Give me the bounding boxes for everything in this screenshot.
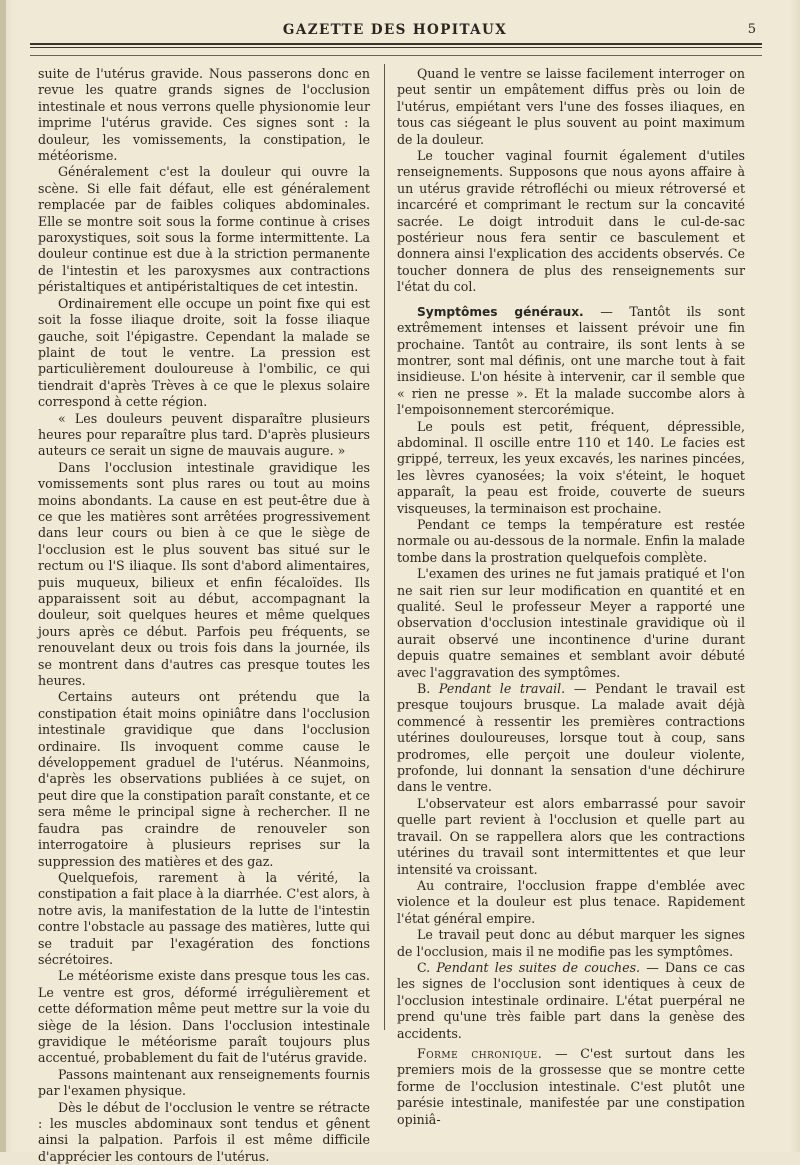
paragraph: Dès le début de l'occlusion le ventre se rétracte : les muscles abdominaux sont tendus et gênent ainsi la palpation. Parfois il est même difficile d'apprécier les contours de l'utérus. — [38, 1099, 370, 1164]
header-rule-thin — [30, 47, 762, 48]
section-heading: Pendant le travail. — [438, 681, 566, 697]
paragraph: Dans l'occlusion intestinale gravidique les vomissements sont plus rares ou tout au moins moins abondants. La cause en est peut-être due à ce que les matières sont arrêtées progressivement dans leur cours ou bien à ce que le siège de l'occlusion est le plus souvent bas situé sur le rectum ou l'S iliaque. Ils sont d'abord alimentaires, puis muqueux, bilieux et enfin fécaloïdes. Ils apparaissent soit au début, accompagnant la douleur, soit quelques heures et même quelques jours après ce début. Parfois peu fréquents, se renouvelant deux ou trois fois dans la journée, ils se montrent dans d'autres cas presque toutes les heures. — [38, 459, 370, 689]
section-heading: Forme chronique. — [417, 1045, 543, 1061]
left-text-column — [38, 66, 370, 1165]
section-heading: Symptômes généraux. — [417, 304, 584, 319]
paragraph: Le travail peut donc au début marquer les signes de l'occlusion, mais il ne modifie pas les symptômes. — [397, 927, 745, 959]
paragraph: Au contraire, l'occlusion frappe d'emblée avec violence et la douleur est plus tenace. Rapidement l'état général empire. — [397, 877, 745, 926]
paragraph: Le météorisme existe dans presque tous les cas. Le ventre est gros, déformé irrégulièrement et cette déformation même peut mettre sur la voie du siège de la lésion. Dans l'occlusion intestinale gravidique le météorisme paraît toujours plus accentué, probablement du fait de l'utérus gravide. — [38, 968, 370, 1066]
paragraph: « Les douleurs peuvent disparaître plusieurs heures pour reparaître plus tard. D'après plusieurs auteurs ce serait un signe de mauvais augure. » — [38, 410, 370, 459]
paragraph-text: — C'est surtout dans les premiers mois de la grossesse que se montre cette forme de l'occlusion intestinale. C'est plutôt une parésie intestinale, manifestée par une constipation opiniâ- — [397, 1045, 745, 1127]
section-postpartum — [397, 960, 745, 1042]
right-text-column — [397, 66, 745, 1128]
page-number: 5 — [747, 22, 756, 37]
paragraph: Le pouls est petit, fréquent, dépressible, abdominal. Il oscille entre 110 et 140. Le facies est grippé, terreux, les yeux excavés, les narines pincées, les lèvres cyanosées; la voix s'éteint, le hoquet apparaît, la peau est froide, couverte de sueurs visqueuses, la terminaison est prochaine. — [397, 418, 745, 516]
section-heading: Pendant les suites de couches. — [436, 959, 641, 975]
page-spine-edge — [0, 0, 6, 1152]
page-header — [30, 18, 760, 38]
header-rule-lower — [30, 55, 762, 56]
paragraph: Le toucher vaginal fournit également d'utiles renseignements. Supposons que nous ayons affaire à un utérus gravide rétrofléchi ou mieux rétroversé et incarcéré et comprimant le rectum sur la concavité sacrée. Le doigt introduit dans le cul-de-sac postérieur nous fera sentir ce basculement et donnera ainsi l'explication des accidents observés. Ce toucher donnera de plus des renseignements sur l'état du col. — [397, 148, 745, 295]
paragraph: Certains auteurs ont prétendu que la constipation était moins opiniâtre dans l'occlusion intestinale gravidique que dans l'occlusion ordinaire. Ils invoquent comme cause le développement graduel de l'utérus. Néanmoins, d'après les observations publiées à ce sujet, on peut dire que la constipation paraît constante, et ce sera même le principal signe à rechercher. Il ne faudra pas craindre de renouveler son interrogatoire à plusieurs reprises sur la suppression des matières et des gaz. — [38, 689, 370, 869]
paragraph: Passons maintenant aux renseignements fournis par l'examen physique. — [38, 1066, 370, 1099]
paragraph-text: — Pendant le travail est presque toujours brusque. La malade avait déjà commencé à ressentir les premières contractions utérines douloureuses, lorsque tout à coup, sans prodromes, elle perçoit une douleur violente, profonde, lui donnant la sensation d'une déchirure dans le ventre. — [397, 681, 745, 795]
section-chronic-form — [397, 1046, 745, 1128]
column-divider — [384, 64, 385, 1030]
paragraph-text: — Tantôt ils sont extrêmement intenses et laissent prévoir une fin prochaine. Tantôt au contraire, ils sont lents à se montrer, sont mal définis, ont une marche tout à fait insidieuse. L'on hésite à intervenir, car il semble que « rien ne presse ». Et la malade succombe alors à l'empoisonnement stercorémique. — [397, 303, 745, 418]
paragraph: suite de l'utérus gravide. Nous passerons donc en revue les quatre grands signes de l'occlusion intestinale et nous verrons quelle physionomie leur imprime l'utérus gravide. Ces signes sont : la douleur, les vomissements, la constipation, le météorisme. — [38, 66, 370, 164]
journal-title: GAZETTE DES HOPITAUX — [282, 22, 508, 38]
paragraph: Ordinairement elle occupe un point fixe qui est soit la fosse iliaque droite, soit la fosse iliaque gauche, soit l'épigastre. Cependant la malade se plaint de tout le ventre. La pression est particulièrement douloureuse à l'ombilic, ce qui tiendrait d'après Trèves à ce que le plexus solaire correspond à cette région. — [38, 295, 370, 410]
header-rule-thick — [30, 43, 762, 45]
paragraph-text: — Dans ce cas les signes de l'occlusion sont identiques à ceux de l'occlusion intestinale ordinaire. L'état puerpéral ne prend qu'une très faible part dans la genèse des accidents. — [397, 959, 746, 1041]
section-letter: C. — [417, 959, 437, 975]
paragraph: Quand le ventre se laisse facilement interroger on peut sentir un empâtement diffus près ou loin de l'utérus, empiétant vers l'une des fosses iliaques, en tous cas siégeant le plus souvent au point maximum de la douleur. — [397, 66, 745, 147]
section-general-symptoms — [397, 304, 745, 419]
section-letter: B. — [417, 681, 439, 697]
paragraph: L'examen des urines ne fut jamais pratiqué et l'on ne sait rien sur leur modification en quantité et en qualité. Seul le professeur Meyer a rapporté une observation d'occlusion intestinale gravidique où il aurait observé une incontinence d'urine durant depuis quatre semaines et semblant avoir débuté avec l'aggravation des symptômes. — [397, 566, 745, 680]
paragraph: Généralement c'est la douleur qui ouvre la scène. Si elle fait défaut, elle est généralement remplacée par de faibles coliques abdominales. Elle se montre soit sous la forme continue à crises paroxystiques, soit sous la forme intermittente. La douleur continue est due à la striction permanente de l'intestin et les paroxysmes aux contractions péristaltiques et antipéristaltiques de cet intestin. — [38, 164, 370, 295]
paragraph: Quelquefois, rarement à la vérité, la constipation a fait place à la diarrhée. C'est alors, à notre avis, la manifestation de la lutte de l'intestin contre l'obstacle au passage des matières, lutte qui se traduit par l'exagération des fonctions sécrétoires. — [38, 869, 370, 967]
section-during-labor — [397, 681, 745, 796]
paragraph: L'observateur est alors embarrassé pour savoir quelle part revient à l'occlusion et quelle part au travail. On se rappellera alors que les contractions utérines du travail sont intermittentes et que leur intensité va croissant. — [397, 795, 745, 877]
paragraph: Pendant ce temps la température est restée normale ou au-dessous de la normale. Enfin la malade tombe dans la prostration quelquefois complète. — [397, 516, 745, 565]
